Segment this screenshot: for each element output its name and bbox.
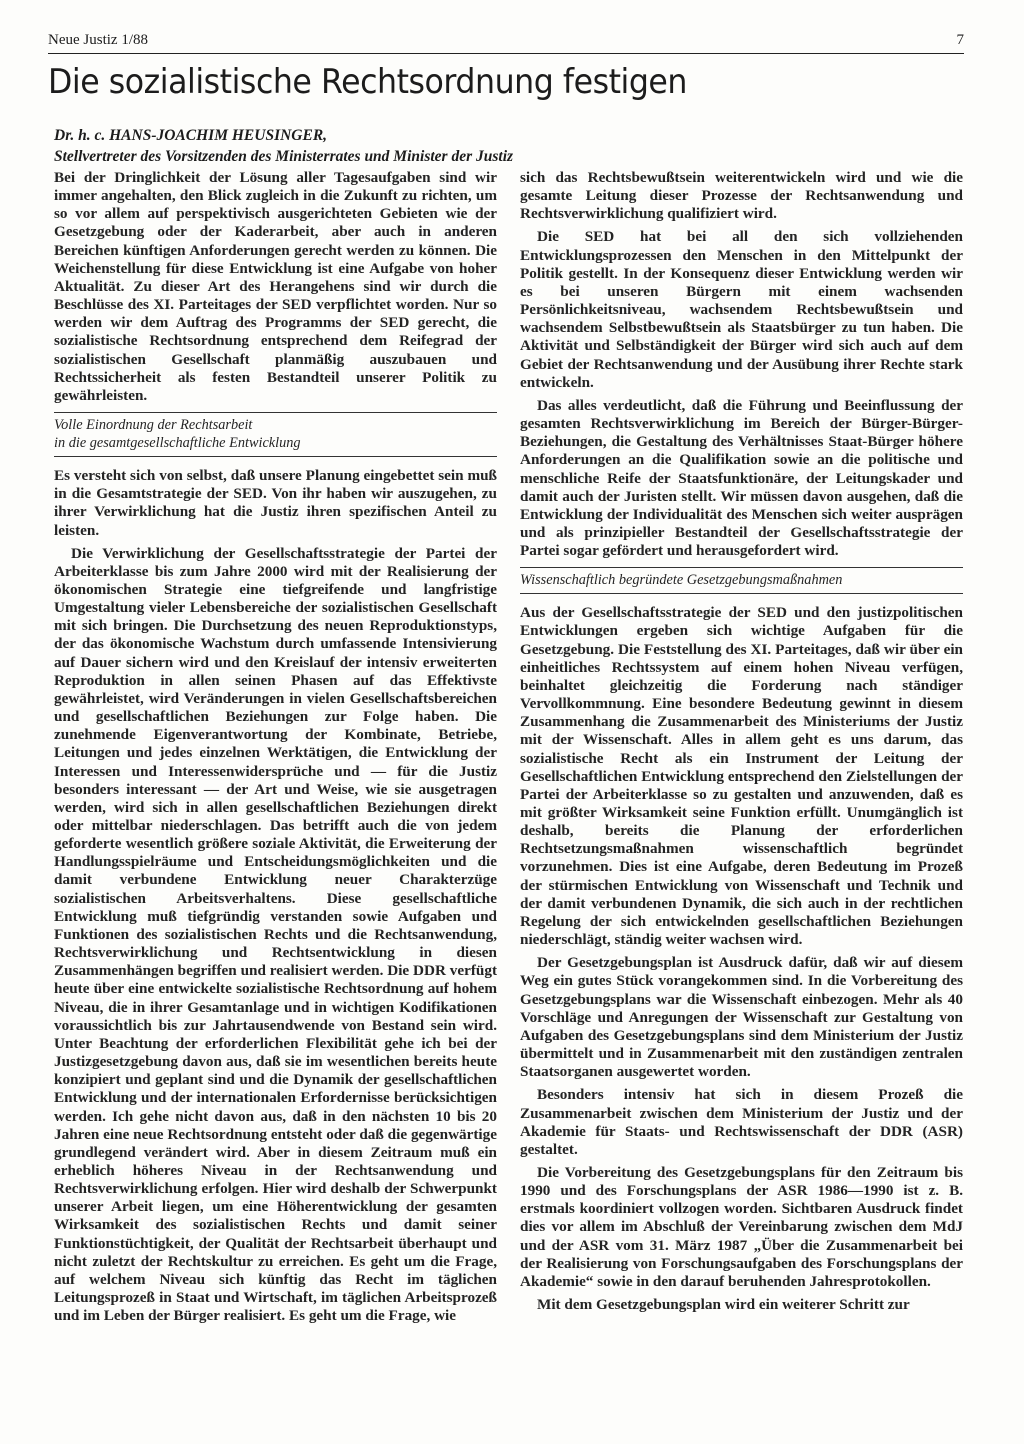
page-number: 7 [956, 32, 964, 48]
author-block [54, 125, 674, 167]
author-name: Dr. h. c. HANS-JOACHIM HEUSINGER, [54, 127, 328, 144]
body-paragraph: Die SED hat bei all den sich vollziehenden Entwicklungsprozessen den Menschen in den Mittelpunkt der Politik gestellt. In der Konsequenz dieser Entwicklung werden wir es bei unseren Bürgern mit einem wachsenden Persönlichkeitsniveau, wachsendem Rechtsbewußtsein und wachsendem Selbstbewußtsein als Staatsbürger zu tun haben. Die Aktivität und Selbständigkeit der Bürger wird sich auch auf dem Gebiet der Rechtsanwendung und der Ausübung ihrer Rechte stark entwickeln. [520, 228, 963, 391]
body-paragraph: Die Vorbereitung des Gesetzgebungsplans für den Zeitraum bis 1990 und des Forschungsplans der ASR 1986—1990 ist z. B. erstmals koordiniert vollzogen worden. Sichtbaren Ausdruck findet dies vor allem im Abschluß der Vereinbarung zwischen dem MdJ und der ASR vom 31. März 1987 „Über die Zusammenarbeit bei der Realisierung von Forschungsaufgaben des Forschungsplans der Akademie“ sowie in den darauf beruhenden Jahresprotokollen. [520, 1163, 963, 1290]
header-rule [48, 53, 964, 54]
body-paragraph: Mit dem Gesetzgebungsplan wird ein weiterer Schritt zur [537, 1296, 910, 1314]
section-heading-line: Wissenschaftlich begründete Gesetzgebungsmaßnahmen [520, 572, 843, 589]
left-column [54, 169, 497, 1330]
section-heading-gesetzgebung [520, 567, 963, 594]
body-paragraph: sich das Rechtsbewußtsein weiterentwickeln wird und wie die gesamte Leitung dieser Prozesse der Rechtsanwendung und Rechtsverwirklichung qualifiziert wird. [520, 169, 963, 223]
journal-issue: Neue Justiz 1/88 [48, 32, 148, 48]
intro-paragraph: Bei der Dringlichkeit der Lösung aller Tagesaufgaben sind wir immer angehalten, den Blick zugleich in die Zukunft zu richten, um so vor allem auf perspektivisch ausgerichteten Gebieten wie der Gesetzgebung oder der Kaderarbeit, aber auch in anderen Bereichen künftigen Anforderungen gerecht werden zu können. Die Weichenstellung für diese Entwicklung ist eine Aufgabe von hoher Aktualität. Zu dieser Art des Herangehens sind wir durch die Beschlüsse des XI. Parteitages der SED verpflichtet worden. Nur so werden wir dem Auftrag des Programms der SED gerecht, die sozialistische Rechtsordnung entsprechend dem Reifegrad der sozialistischen Gesellschaft planmäßig auszubauen und Rechtssicherheit als festen Bestandteil unserer Politik zu gewährleisten. [54, 169, 497, 404]
section-heading-line: in die gesamtgesellschaftliche Entwicklung [54, 435, 301, 452]
author-role: Stellvertreter des Vorsitzenden des Ministerrates und Minister der Justiz [54, 148, 514, 165]
section-heading-line: Volle Einordnung der Rechtsarbeit [54, 417, 253, 434]
running-head [48, 32, 964, 52]
body-paragraph: Die Verwirklichung der Gesellschaftsstrategie der Partei der Arbeiterklasse bis zum Jahre 2000 wird mit der Realisierung der ökonomischen Strategie eine tiefgreifende und langfristige Umgestaltung vieler Lebensbereiche der sozialistischen Gesellschaft mit sich bringen. Die Durchsetzung des neuen Reproduktionstyps, der das ökonomische Wachstum durch umfassende Intensivierung auf Dauer sichern wird und den Kreislauf der intensiv erweiterten Reproduktion in allen seinen Phasen auf das Effektivste gewährleistet, wird Veränderungen in vielen Gesellschaftsbereichen und gesellschaftlichen Beziehungen zur Folge haben. Die zunehmende Eigenverantwortung der Kombinate, Betriebe, Leitungen und jedes einzelnen Werktätigen, die Entwicklung der Interessen und Interessenwidersprüche und — für die Justiz besonders interessant — der Art und Weise, wie sie ausgetragen werden, wird sich in allen gesellschaftlichen Beziehungen direkt oder mittelbar niederschlagen. Das betrifft auch die von jedem geforderte wesentlich größere soziale Aktivität, die Erweiterung der Handlungsspielräume und Entscheidungsmöglichkeiten und die damit verbundene Entwicklung neuer Charakterzüge sozialistischen Arbeitsverhaltens. Diese gesellschaftliche Entwicklung muß tiefgründig verstanden sowie Aufgaben und Funktionen des sozialistischen Rechts und die Rechtsanwendung, Rechtsverwirklichung und Rechtsentwicklung in diesen Zusammenhängen begriffen und realisiert werden. Die DDR verfügt heute über eine entwickelte sozialistische Rechtsordnung auf hohem Niveau, die in ihrer Gesamtanlage und in wichtigen Kodifikationen voraussichtlich bis zur Jahrtausendwende von Bestand sein wird. Unter Beachtung der erforderlichen Flexibilität gehe ich bei der Justizgesetzgebung davon aus, daß sie im wesentlichen bereits heute konzipiert und geplant sind und die Dynamik der gesellschaftlichen Entwicklung und der internationalen Erfordernisse berücksichtigen werden. Ich gehe nicht davon aus, daß in den nächsten 10 bis 20 Jahren eine neue Rechtsordnung entsteht oder daß die gegenwärtige grundlegend verändert wird. Aber in diesem Zeitraum muß ein erheblich höheres Niveau in der Rechtsanwendung und Rechtsverwirklichung erfolgen. Hier wird deshalb der Schwerpunkt unserer Arbeit liegen, um eine Höherentwicklung der gesamten Wirksamkeit des sozialistischen Rechts und damit seiner Funktionstüchtigkeit, der Qualität der Rechtsarbeit überhaupt und nicht zuletzt der Rechtskultur zu erreichen. Es geht um die Frage, auf welchem Niveau sich künftig das Recht im täglichen Leitungsprozeß in Staat und Wirtschaft, im täglichen Arbeitsprozeß und im Leben der Bürger realisiert. Es geht um die Frage, wie [54, 544, 497, 1325]
article-title: Die sozialistische Rechtsordnung festigen [48, 62, 687, 102]
body-paragraph: Das alles verdeutlicht, daß die Führung und Beeinflussung der gesamten Rechtsverwirklichung im Bereich der Bürger-Bürger-Beziehungen, die Gestaltung des Verhältnisses Staat-Bürger höhere Anforderungen an die Qualifikation sowie an die politische und menschliche Reife der Staatsfunktionäre, der Leitungskader und damit auch der Juristen stellt. Wir müssen davon ausgehen, daß die Entwicklung der Individualität des Menschen sich weiter ausprägen und als prinzipieller Bestandteil der Gesellschaftsstrategie der Partei sogar gefördert und herausgefordert wird. [520, 396, 963, 560]
right-column [520, 169, 963, 1319]
body-paragraph: Aus der Gesellschaftsstrategie der SED und den justizpolitischen Entwicklungen ergeben sich wichtige Aufgaben für die Gesetzgebung. Die Feststellung des XI. Parteitages, daß wir über ein einheitliches Rechtssystem auf einem hohen Niveau verfügen, beinhaltet gleichzeitig die Forderung nach ständiger Vervollkommnung. Eine besondere Bedeutung gewinnt in diesem Zusammenhang die Zusammenarbeit des Ministeriums der Justiz mit der Wissenschaft. Alles in allem geht es uns darum, das sozialistische Recht als ein Instrument der Leitung der Gesellschaftlichen Entwicklung entsprechend den Zielstellungen der Partei der Arbeiterklasse so zu gestalten und anzuwenden, daß es mit größter Wirksamkeit seine Funktion erfüllt. Unumgänglich ist deshalb, bereits die Planung der erforderlichen Rechtsetzungsmaßnahmen wissenschaftlich begründet vorzunehmen. Dies ist eine Aufgabe, deren Bedeutung im Prozeß der stürmischen Entwicklung von Wissenschaft und Technik und der damit verbundenen Dynamik, die sich auch in der rechtlichen Regelung der sich entwickelnden gesellschaftlichen Beziehungen niederschlägt, ständig weiter wachsen wird. [520, 604, 963, 949]
section-heading-einordnung [54, 412, 497, 457]
body-paragraph: Der Gesetzgebungsplan ist Ausdruck dafür, daß wir auf diesem Weg ein gutes Stück vorangekommen sind. In die Vorbereitung des Gesetzgebungsplans war die Wissenschaft einbezogen. Mehr als 40 Vorschläge und Anregungen der Wissenschaft zur Gestaltung von Aufgaben des Gesetzgebungsplans sind dem Ministerium der Justiz übermittelt und in Zusammenarbeit mit den zuständigen zentralen Staatsorganen ausgewertet worden. [520, 954, 963, 1081]
body-paragraph: Es versteht sich von selbst, daß unsere Planung eingebettet sein muß in die Gesamtstrategie der SED. Von ihr haben wir auszugehen, zu ihrer Verwirklichung hat die Justiz ihren spezifischen Anteil zu leisten. [54, 467, 497, 539]
body-paragraph: Besonders intensiv hat sich in diesem Prozeß die Zusammenarbeit zwischen dem Ministerium der Justiz und der Akademie für Staats- und Rechtswissenschaft der DDR (ASR) gestaltet. [520, 1086, 963, 1158]
